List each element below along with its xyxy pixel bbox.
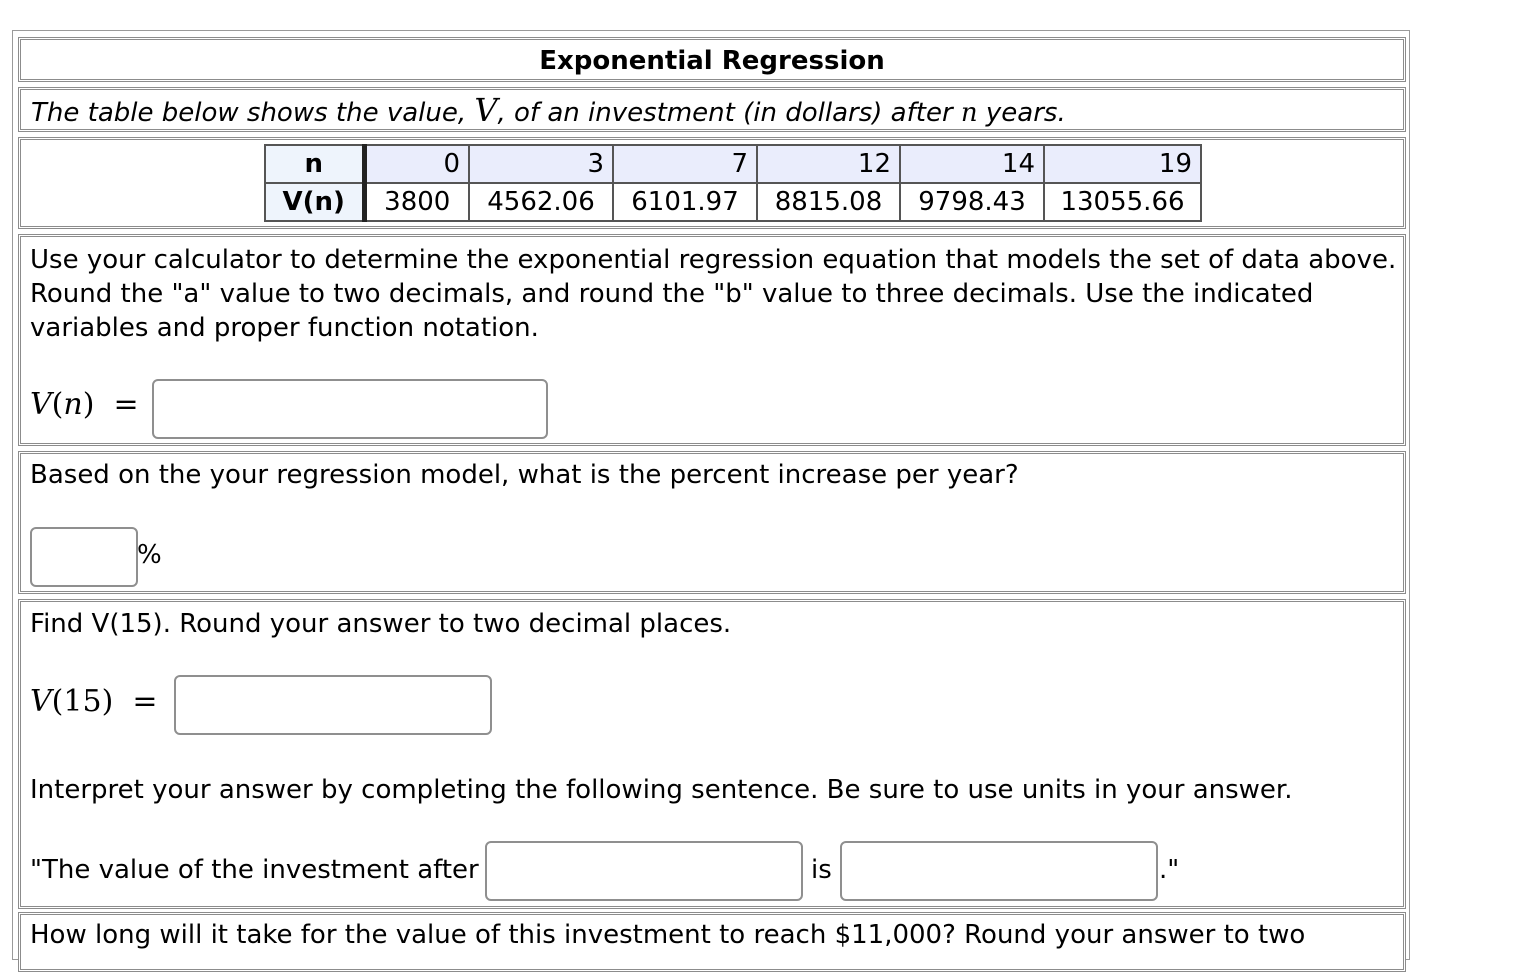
table-row-n [265, 145, 1201, 183]
intro-statement [18, 87, 1406, 132]
regression-equation-input[interactable] [152, 379, 548, 439]
table-cell: 8815.08 [757, 183, 900, 221]
question-v15-text: Find V(15). Round your answer to two decimal places. [30, 609, 732, 639]
table-cell: 4562.06 [469, 183, 613, 221]
intro-text-middle: , of an investment (in dollars) after [497, 98, 961, 128]
sentence-is: is [811, 855, 832, 885]
intro-text-end: years. [977, 98, 1066, 128]
data-table-container [18, 137, 1406, 229]
regression-label: V(n) = [30, 387, 139, 422]
function-argument: 15 [63, 684, 102, 719]
table-cell: 9798.43 [900, 183, 1044, 221]
table-cell: 14 [900, 145, 1044, 183]
question-reach-11000 [18, 912, 1406, 972]
percent-sign: % [137, 540, 162, 570]
v15-answer-input[interactable] [174, 675, 492, 735]
row-header-v: V(n) [265, 183, 364, 221]
interpret-instructions: Interpret your answer by completing the following sentence. Be sure to use units in your answer. [30, 775, 1293, 805]
question-reach-text: How long will it take for the value of this investment to reach $11,000? Round your answer to two [30, 920, 1306, 950]
function-name: V [30, 387, 52, 422]
table-cell: 13055.66 [1044, 183, 1201, 221]
table-cell: 19 [1044, 145, 1201, 183]
question-regression-text: Use your calculator to determine the exponential regression equation that models the set of data above. Round the "a" value to two decimals, and round the "b" value to three decimals. Use the indicated variables and proper function notation. [30, 245, 1397, 343]
question-v15 [18, 599, 1406, 909]
question-percent-text: Based on the your regression model, what is the percent increase per year? [30, 460, 1019, 490]
percent-increase-input[interactable] [30, 527, 138, 587]
table-cell: 0 [364, 145, 469, 183]
function-name: V [30, 684, 52, 719]
table-cell: 12 [757, 145, 900, 183]
sentence-end: ." [1159, 855, 1180, 885]
table-cell: 3 [469, 145, 613, 183]
function-argument: n [63, 387, 83, 422]
v15-label: V(15) = [30, 684, 158, 719]
interpret-time-input[interactable] [485, 841, 803, 901]
intro-text-start: The table below shows the value, [31, 98, 475, 128]
table-cell: 7 [613, 145, 757, 183]
title-text: Exponential Regression [539, 46, 885, 76]
table-cell: 6101.97 [613, 183, 757, 221]
interpret-value-input[interactable] [840, 841, 1158, 901]
variable-n: n [960, 98, 978, 128]
sentence-start: "The value of the investment after [30, 855, 479, 885]
table-cell: 3800 [364, 183, 469, 221]
problem-title [18, 37, 1406, 82]
table-row-v [265, 183, 1201, 221]
variable-v: V [474, 91, 498, 129]
question-percent-increase [18, 451, 1406, 594]
data-table [264, 144, 1202, 222]
row-header-n: n [265, 145, 364, 183]
question-regression [18, 234, 1406, 446]
